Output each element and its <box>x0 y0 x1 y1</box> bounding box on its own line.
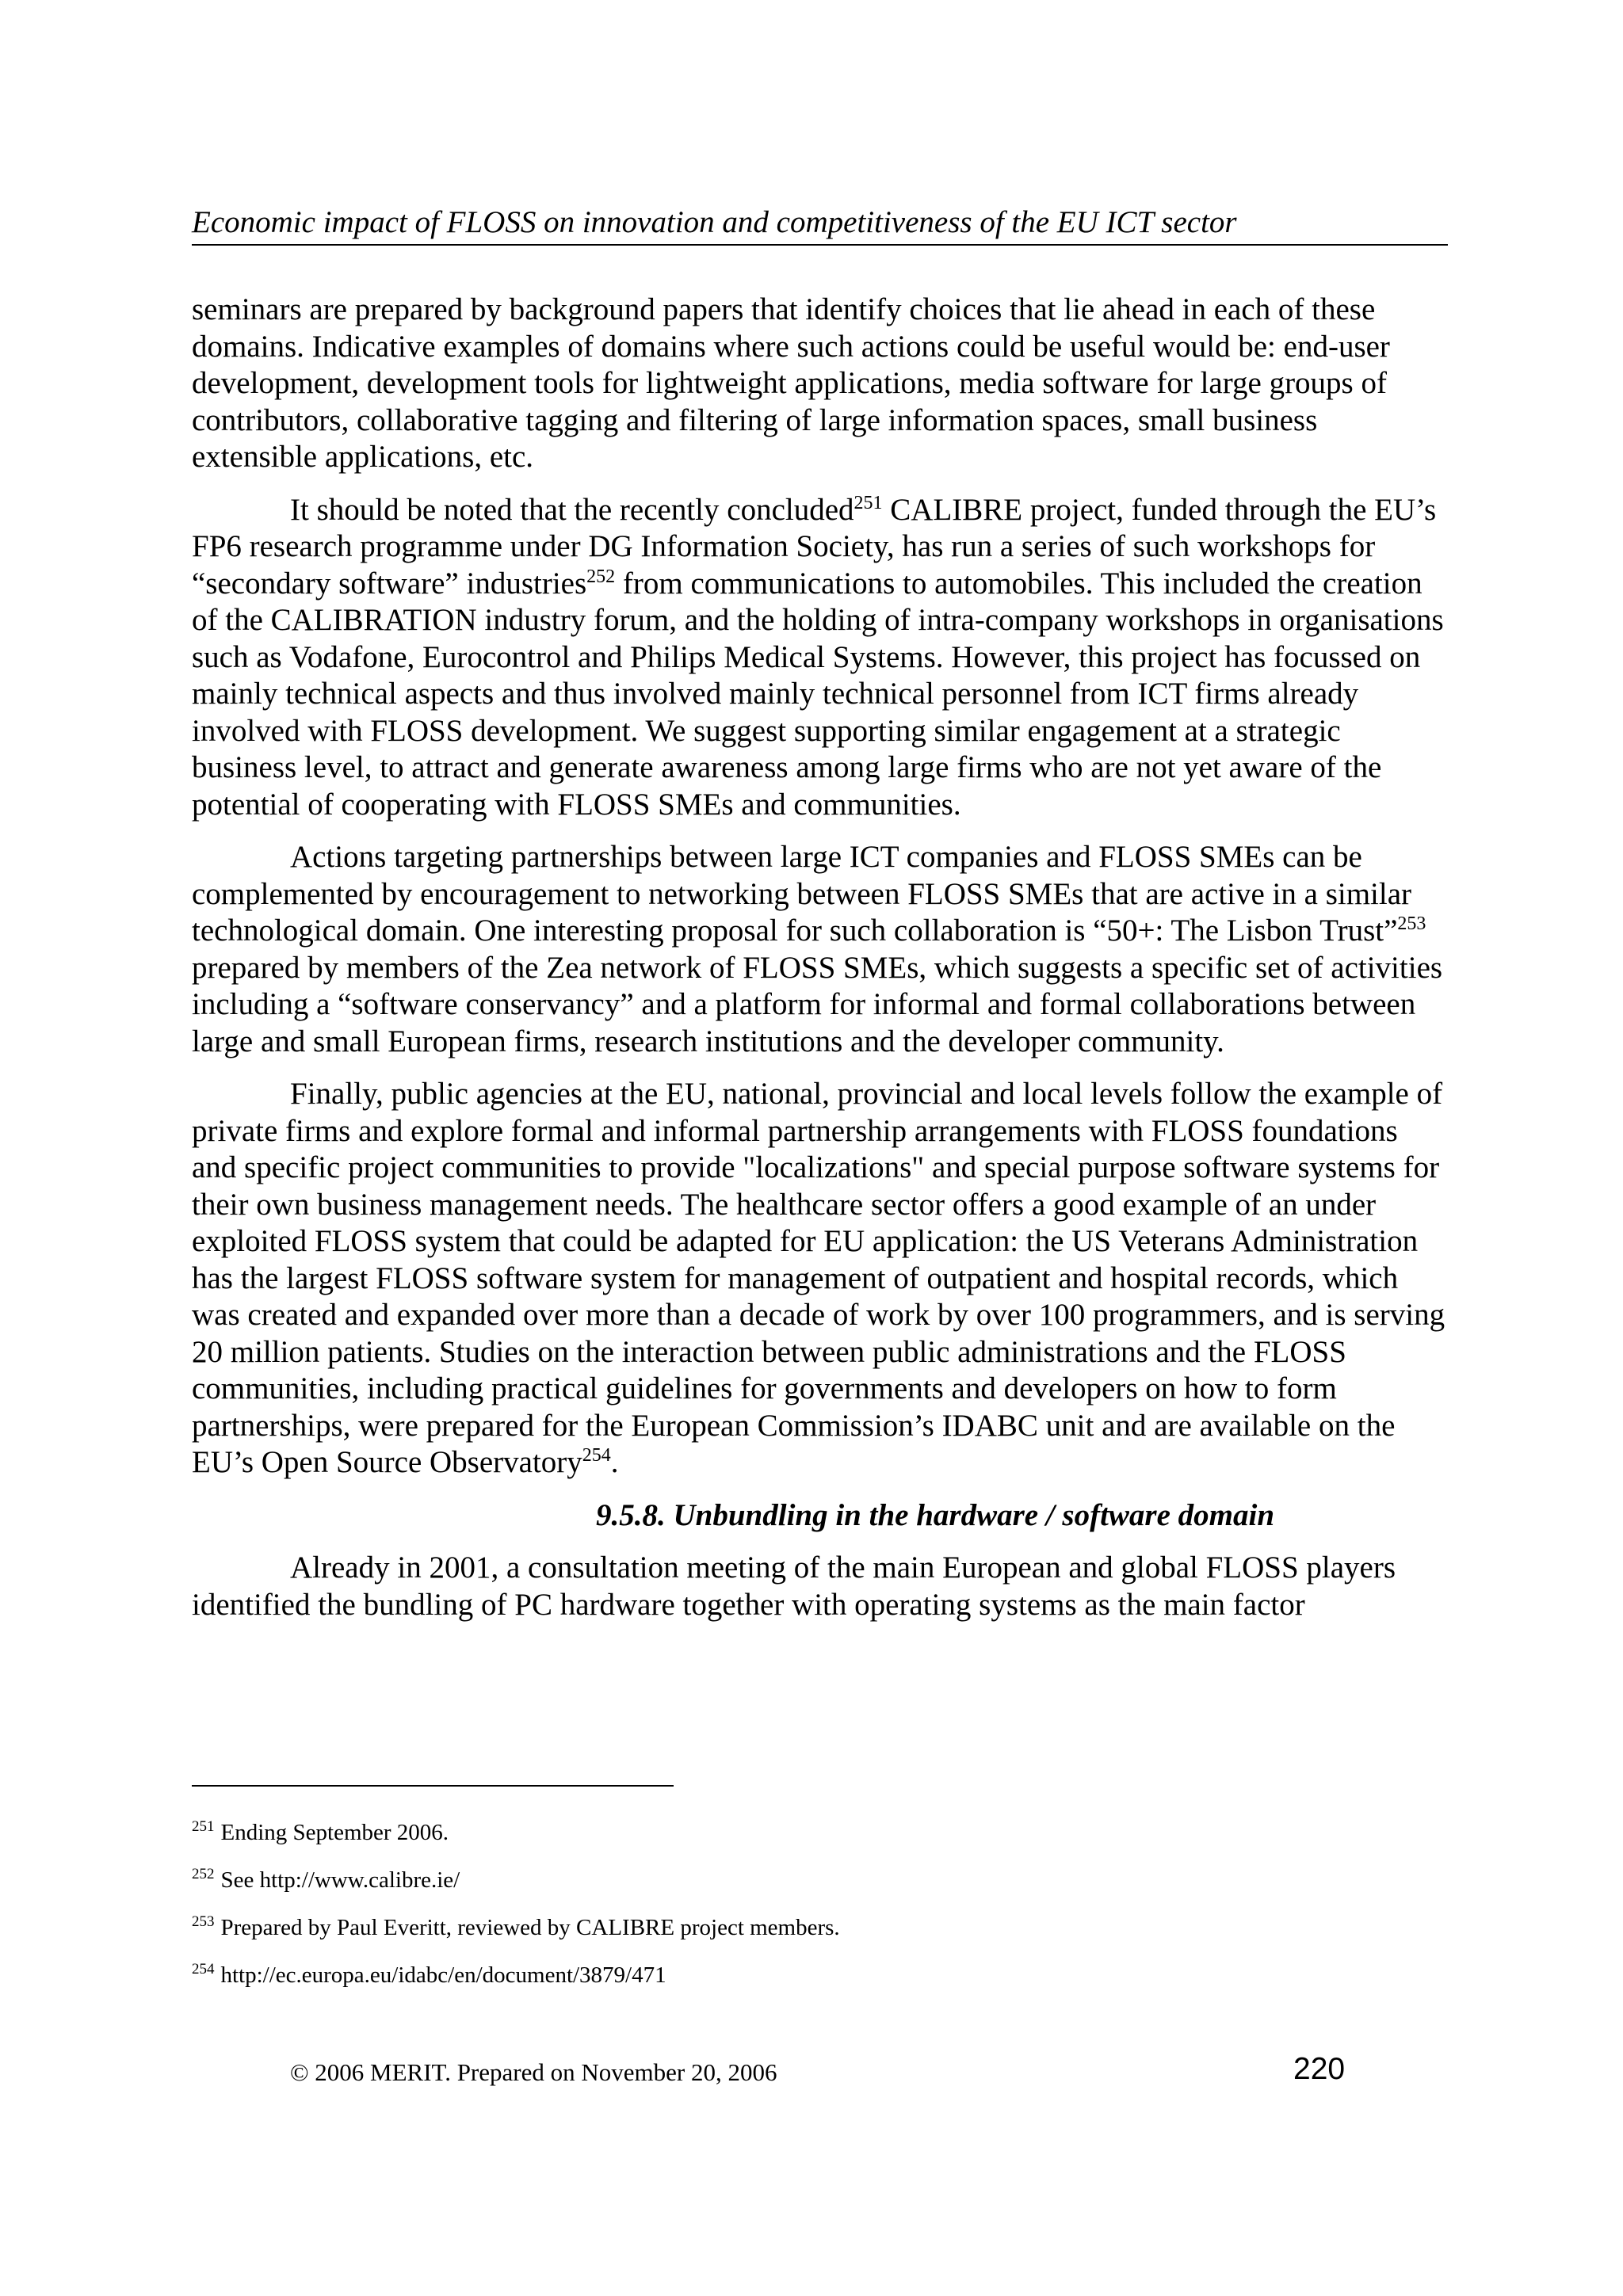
paragraph-2 <box>192 492 1448 824</box>
paragraph-1: seminars are prepared by background papers that identify choices that lie ahead in each of these domains. Indicative examples of domains where such actions could be useful would be: end-user development, development tools for lightweight applications, media software for large groups of contributors, collaborative tagging and filtering of large information spaces, small business extensible applications, etc. <box>192 292 1390 474</box>
footnote-252 <box>192 1865 1448 1895</box>
page-footer <box>192 2050 1448 2090</box>
page-number: 220 <box>1293 2052 1346 2086</box>
footnote-ref-252: 252 <box>586 566 616 587</box>
footnote-text: Ending September 2006. <box>220 1820 449 1845</box>
paragraph-4-part-b: . <box>610 1445 619 1479</box>
footnote-separator <box>192 1785 674 1787</box>
footnote-ref-251: 251 <box>854 492 883 513</box>
paragraph-4 <box>192 1076 1448 1482</box>
footnote-ref-253: 253 <box>1397 913 1426 934</box>
footnote-number: 252 <box>192 1866 215 1883</box>
footnote-number: 254 <box>192 1961 215 1978</box>
paragraph-2-part-c: from communications to automobiles. This included the creation of the CALIBRATION industry forum, and the holding of intra-company workshops in organisations such as Vodafone, Eurocontrol and Philips Medical Systems. However, this project has focussed on mainly technical aspects and thus involved mainly technical personnel from ICT firms already involved with FLOSS development. We suggest supporting similar engagement at a strategic business level, to attract and generate awareness among large firms who are not yet aware of the potential of cooperating with FLOSS SMEs and communities. <box>192 566 1444 822</box>
footnote-number: 251 <box>192 1818 215 1836</box>
footnotes <box>192 1817 1448 2008</box>
footnote-text: See http://www.calibre.ie/ <box>220 1867 460 1893</box>
footnote-text: http://ec.europa.eu/idabc/en/document/3879/471 <box>220 1962 666 1988</box>
paragraph-3-part-b: prepared by members of the Zea network of FLOSS SMEs, which suggests a specific set of activities including a “software conservancy” and a platform for informal and formal collaborations between large and small European firms, research institutions and the developer community. <box>192 950 1443 1058</box>
running-header: Economic impact of FLOSS on innovation and competitiveness of the EU ICT sector <box>192 203 1448 246</box>
section-heading: 9.5.8. Unbundling in the hardware / software domain <box>596 1497 1275 1532</box>
paragraph-2-part-a: It should be noted that the recently concluded <box>290 492 854 527</box>
body-text <box>192 292 1448 1639</box>
paragraph-4-part-a: Finally, public agencies at the EU, national, provincial and local levels follow the example of private firms and explore formal and informal partnership arrangements with FLOSS foundations and specific project communities to provide "localizations" and special purpose software systems for their own business management needs. The healthcare sector offers a good example of an under exploited FLOSS system that could be adapted for EU application: the US Veterans Administration has the largest FLOSS software system for management of outpatient and hospital records, which was created and expanded over more than a decade of work by over 100 programmers, and is serving 20 million patients. Studies on the interaction between public administrations and the FLOSS communities, including practical guidelines for governments and developers on how to form partnerships, were prepared for the European Commission’s IDABC unit and are available on the EU’s Open Source Observatory <box>192 1077 1445 1479</box>
footnote-text: Prepared by Paul Everitt, reviewed by CALIBRE project members. <box>220 1915 840 1940</box>
paragraph-3 <box>192 839 1448 1060</box>
paragraph-2-part-b: CALIBRE project, funded through the EU’s FP6 research programme under DG Information Society, has run a series of such workshops for “secondary software” industries <box>192 492 1437 601</box>
footnote-number: 253 <box>192 1913 215 1931</box>
copyright-notice: © 2006 MERIT. Prepared on November 20, 2006 <box>290 2058 777 2086</box>
footnote-251 <box>192 1817 1448 1848</box>
footnote-253 <box>192 1913 1448 1943</box>
paragraph-3-part-a: Actions targeting partnerships between large ICT companies and FLOSS SMEs can be complemented by encouragement to networking between FLOSS SMEs that are active in a similar technological domain. One interesting proposal for such collaboration is “50+: The Lisbon Trust” <box>192 840 1412 948</box>
footnote-254 <box>192 1960 1448 1990</box>
footnote-ref-254: 254 <box>582 1445 611 1466</box>
paragraph-5: Already in 2001, a consultation meeting of the main European and global FLOSS players identified the bundling of PC hardware together with operating systems as the main factor <box>192 1550 1396 1622</box>
